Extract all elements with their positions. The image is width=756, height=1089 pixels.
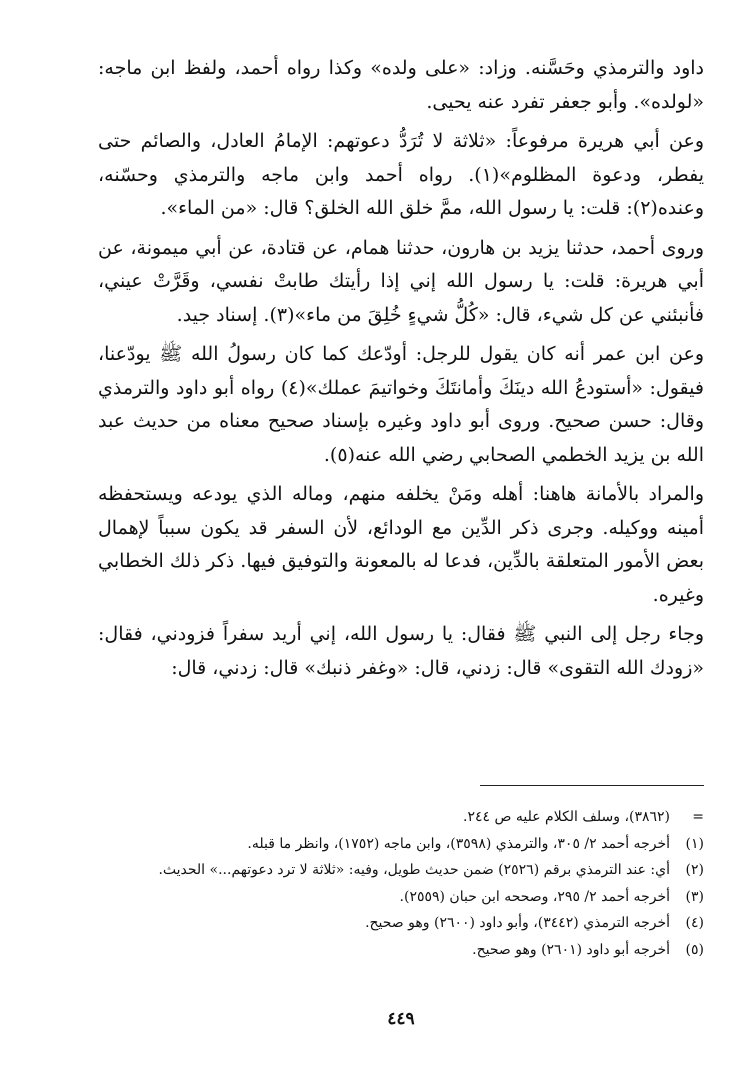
- page-number: ٤٤٩: [387, 1009, 415, 1029]
- paragraph: والمراد بالأمانة هاهنا: أهله ومَنْ يخلفه منهم، وماله الذي يودعه ويستحفظه أمينه ووكيله. وجرى ذكر الدِّين مع الودائع، لأن السفر قد يكون سبباً لإهمال بعض الأمور المتعلقة بالدِّين، فدعا له بالمعونة والتوفيق فيها. ذكر ذلك الخطابي وغيره.: [98, 483, 704, 606]
- book-page: [98, 52, 704, 1042]
- footnote-text: أخرجه أحمد ٢/ ٣٠٥، والترمذي (٣٥٩٨)، وابن ماجه (١٧٥٢)، وانظر ما قبله.: [247, 835, 670, 852]
- footnote-text: أي: عند الترمذي برقم (٢٥٢٦) ضمن حديث طويل، وفيه: «ثلاثة لا ترد دعوتهم...» الحديث.: [158, 862, 670, 878]
- footnote-marker: =: [692, 809, 704, 825]
- footnote: [98, 831, 704, 858]
- footnote-marker: (٣): [685, 888, 704, 905]
- footnote-divider: [480, 785, 704, 786]
- footnote-text: أخرجه الترمذي (٣٤٤٢)، وأبو داود (٢٦٠٠) وهو صحيح.: [365, 915, 670, 931]
- footnote-marker: (٢): [685, 862, 704, 878]
- paragraph: وعن ابن عمر أنه كان يقول للرجل: أودّعك كما كان رسولُ الله ﷺ يودّعنا، فيقول: «أستودعُ الله دينَكَ وأمانتَكَ وخواتيمَ عملك»(٤) رواه أبو داود والترمذي وقال: حسن صحيح. وروى أبو داود وغيره بإسناد صحيح معناه من حديث عبد الله بن يزيد الخطمي الصحابي رضي الله عنه(٥).: [98, 343, 704, 466]
- footnote: [98, 857, 704, 884]
- paragraph: وعن أبي هريرة مرفوعاً: «ثلاثة لا تُرَدُّ دعوتهم: الإمامُ العادل، والصائم حتى يفطر، ودعوة المظلوم»(١). رواه أحمد وابن ماجه والترمذي وحسّنه، وعنده(٢): قلت: يا رسول الله، ممَّ خلق الله الخلق؟ قال: «من الماء».: [98, 130, 705, 219]
- paragraph: داود والترمذي وحَسَّنه. وزاد: «على ولده» وكذا رواه أحمد، ولفظ ابن ماجه: «لولده». وأبو جعفر تفرد عنه يحيى.: [98, 57, 704, 113]
- paragraph: وجاء رجل إلى النبي ﷺ فقال: يا رسول الله، إني أريد سفراً فزودني، فقال: «زودك الله التقوى» قال: زدني، قال: «وغفر ذنبك» قال: زدني، قال:: [98, 623, 704, 679]
- footnote: [98, 804, 704, 831]
- footnote: [98, 884, 704, 911]
- paragraph: وروى أحمد، حدثنا يزيد بن هارون، حدثنا همام، عن قتادة، عن أبي ميمونة، عن أبي هريرة: قلت: يا رسول الله إني إذا رأيتك طابتْ نفسي، وقَرَّتْ عيني، فأنبئني عن كل شيء، قال: «كُلُّ شيءٍ خُلِقَ من ماء»(٣). إسناد جيد.: [98, 236, 704, 326]
- footnotes: [98, 804, 704, 963]
- footnote-marker: (٤): [685, 915, 704, 931]
- footnote-text: أخرجه أحمد ٢/ ٢٩٥، وصححه ابن حبان (٢٥٥٩).: [399, 888, 670, 905]
- footnote: [98, 937, 704, 964]
- footnote-marker: (٥): [685, 941, 704, 958]
- footnote-text: أخرجه أبو داود (٢٦٠١) وهو صحيح.: [472, 941, 670, 958]
- footnote-text: (٣٨٦٢)، وسلف الكلام عليه ص ٢٤٤.: [463, 809, 670, 825]
- main-text: [98, 52, 704, 685]
- footnote-marker: (١): [685, 835, 704, 852]
- footnote: [98, 910, 704, 937]
